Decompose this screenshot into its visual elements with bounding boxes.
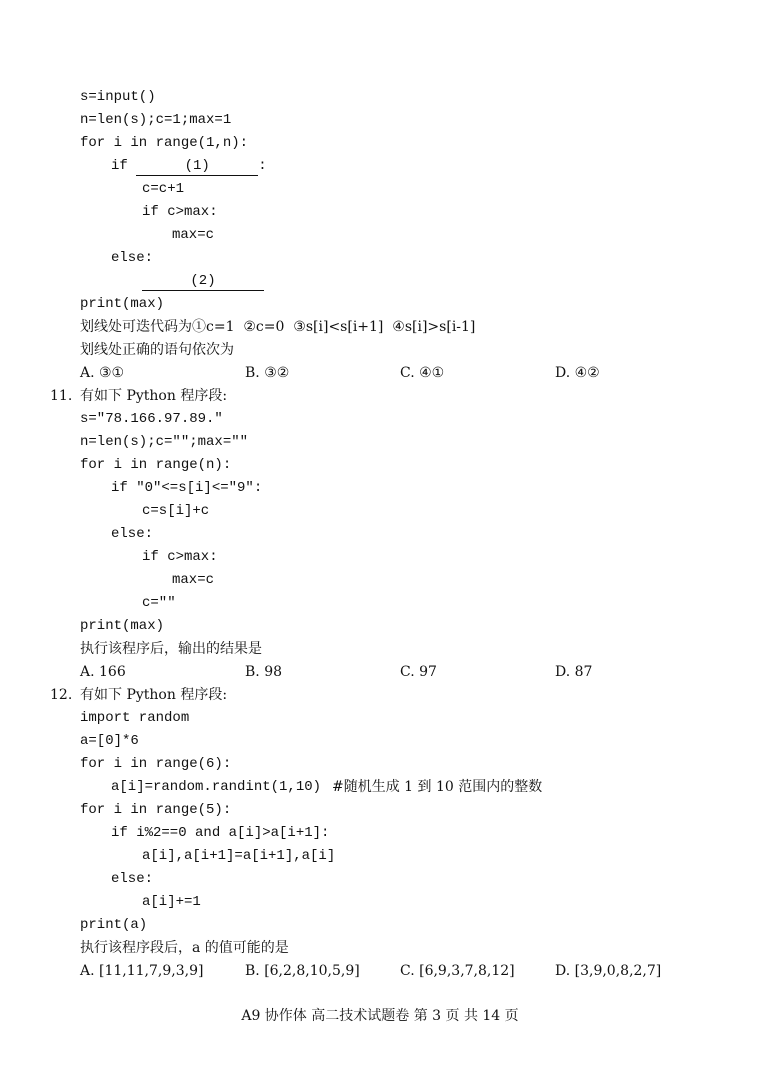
option-b: B. [6,2,8,10,5,9] xyxy=(245,963,360,979)
option-b: B. ③② xyxy=(245,365,290,381)
option-d: D. 87 xyxy=(555,664,593,680)
code-line: a=[0]*6 xyxy=(80,733,139,749)
code-line: for i in range(1,n): xyxy=(80,135,249,151)
code-line: max=c xyxy=(172,227,215,243)
code-line: import random xyxy=(80,710,190,726)
code-line: n=len(s);c="";max="" xyxy=(80,434,249,450)
blank-2: (2) xyxy=(142,273,264,291)
question-prompt: 执行该程序段后，a 的值可能的是 xyxy=(80,940,289,956)
code-line: if "0"<=s[i]<="9": xyxy=(111,480,263,496)
option-c: C. [6,9,3,7,8,12] xyxy=(400,963,515,979)
code-line: s=input() xyxy=(80,89,156,105)
option-d: D. [3,9,0,8,2,7] xyxy=(555,963,662,979)
code-line: a[i]=random.randint(1,10) xyxy=(111,779,322,795)
question-number: 11. xyxy=(50,388,73,404)
code-line-if-blank xyxy=(111,156,267,176)
question-prompt: 执行该程序后，输出的结果是 xyxy=(80,641,262,657)
option-d: D. ④② xyxy=(555,365,600,381)
code-line: c=c+1 xyxy=(142,181,185,197)
code-line: s="78.166.97.89." xyxy=(80,411,223,427)
code-line: for i in range(5): xyxy=(80,802,232,818)
code-line: print(a) xyxy=(80,917,148,933)
code-line: if c>max: xyxy=(142,549,218,565)
code-line: else: xyxy=(111,871,154,887)
question-stem: 有如下 Python 程序段: xyxy=(80,687,228,703)
code-line: n=len(s);c=1;max=1 xyxy=(80,112,232,128)
blank-1: (1) xyxy=(136,158,258,176)
code-text: : xyxy=(258,158,267,174)
code-line-blank xyxy=(142,271,264,291)
option-a: A. [11,11,7,9,3,9] xyxy=(80,963,204,979)
code-line: else: xyxy=(111,526,154,542)
question-note: 划线处可迭代码为①c=1 ②c=0 ③s[i]<s[i+1] ④s[i]>s[i-1] xyxy=(80,319,476,335)
option-a: A. ③① xyxy=(80,365,125,381)
code-line: print(max) xyxy=(80,296,165,312)
option-c: C. ④① xyxy=(400,365,445,381)
code-line: c=s[i]+c xyxy=(142,503,210,519)
question-number: 12. xyxy=(50,687,73,703)
code-line: a[i],a[i+1]=a[i+1],a[i] xyxy=(142,848,336,864)
code-comment: #随机生成 1 到 10 范围内的整数 xyxy=(332,779,543,795)
code-line: if c>max: xyxy=(142,204,218,220)
code-text: if xyxy=(111,158,137,174)
page-footer: A9 协作体 高二技术试题卷 第 3 页 共 14 页 xyxy=(241,1008,519,1024)
code-line: max=c xyxy=(172,572,215,588)
option-b: B. 98 xyxy=(245,664,283,680)
code-line: else: xyxy=(111,250,154,266)
question-prompt: 划线处正确的语句依次为 xyxy=(80,342,234,358)
option-a: A. 166 xyxy=(80,664,126,680)
code-line: for i in range(n): xyxy=(80,457,232,473)
code-line: for i in range(6): xyxy=(80,756,232,772)
question-stem: 有如下 Python 程序段: xyxy=(80,388,228,404)
code-line: if i%2==0 and a[i]>a[i+1]: xyxy=(111,825,330,841)
option-c: C. 97 xyxy=(400,664,437,680)
code-line: a[i]+=1 xyxy=(142,894,201,910)
code-line: c="" xyxy=(142,595,176,611)
code-line: print(max) xyxy=(80,618,165,634)
